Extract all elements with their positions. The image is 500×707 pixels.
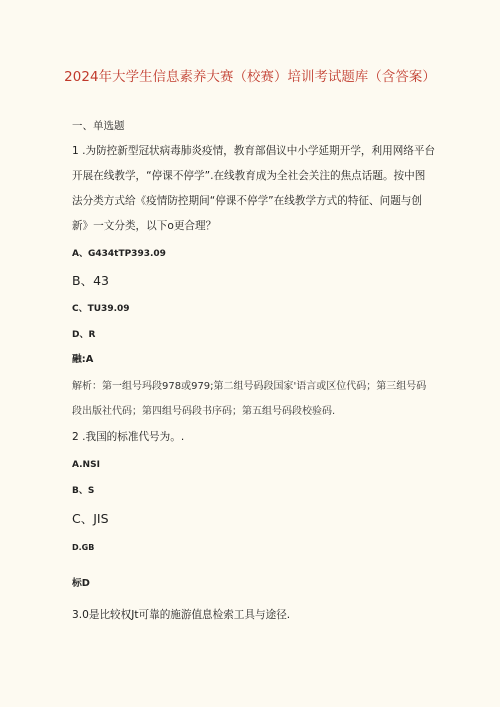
question-1-option-d: D、R xyxy=(72,330,96,340)
question-2-answer: 标D xyxy=(72,578,90,589)
question-1-line-3: 法分类方式给《疫情防控期间“停课不停学”在线教学方式的特征、问题与创 xyxy=(72,195,422,207)
question-1-explanation-line-1: 解析：第一组号玛段978或979;第二组号码段国家'语言或区位代码；第三组号码 xyxy=(72,381,427,392)
question-1-option-a: A、G434tTP393.09 xyxy=(72,249,166,259)
question-2-text: 2 .我国的标准代号为。. xyxy=(72,431,185,443)
question-2-option-b: B、S xyxy=(72,486,95,496)
question-1-option-b: B、43 xyxy=(72,273,109,288)
question-1-line-1: 1 .为防控新型冠状病毒肺炎疫情，教育部倡议中小学延期开学，利用网络平台 xyxy=(72,145,436,157)
document-title: 2024年大学生信息素养大赛（校赛）培训考试题库（含答案） xyxy=(64,70,436,85)
question-2-option-a: A.NSI xyxy=(72,460,100,470)
question-2-option-c: C、JIS xyxy=(72,511,109,526)
question-1-answer: 融:A xyxy=(72,354,94,365)
question-1-line-4: 新》一文分类，以下o更合理？ xyxy=(72,220,217,232)
question-2-option-d: D.GB xyxy=(72,543,95,552)
section-heading: 一、单选题 xyxy=(72,120,125,132)
question-3-text: 3.0是比较权Jt可靠的施游值息检索工具与途径. xyxy=(72,609,291,621)
question-1-explanation-line-2: 段出版社代码；第四组号码段书序码；第五组号码段校验码. xyxy=(72,406,336,417)
question-1-option-c: C、TU39.09 xyxy=(72,304,130,314)
question-1-line-2: 开展在线教学，“停课不停学”.在线教育成为全社会关注的焦点话题。按中图 xyxy=(72,170,426,182)
